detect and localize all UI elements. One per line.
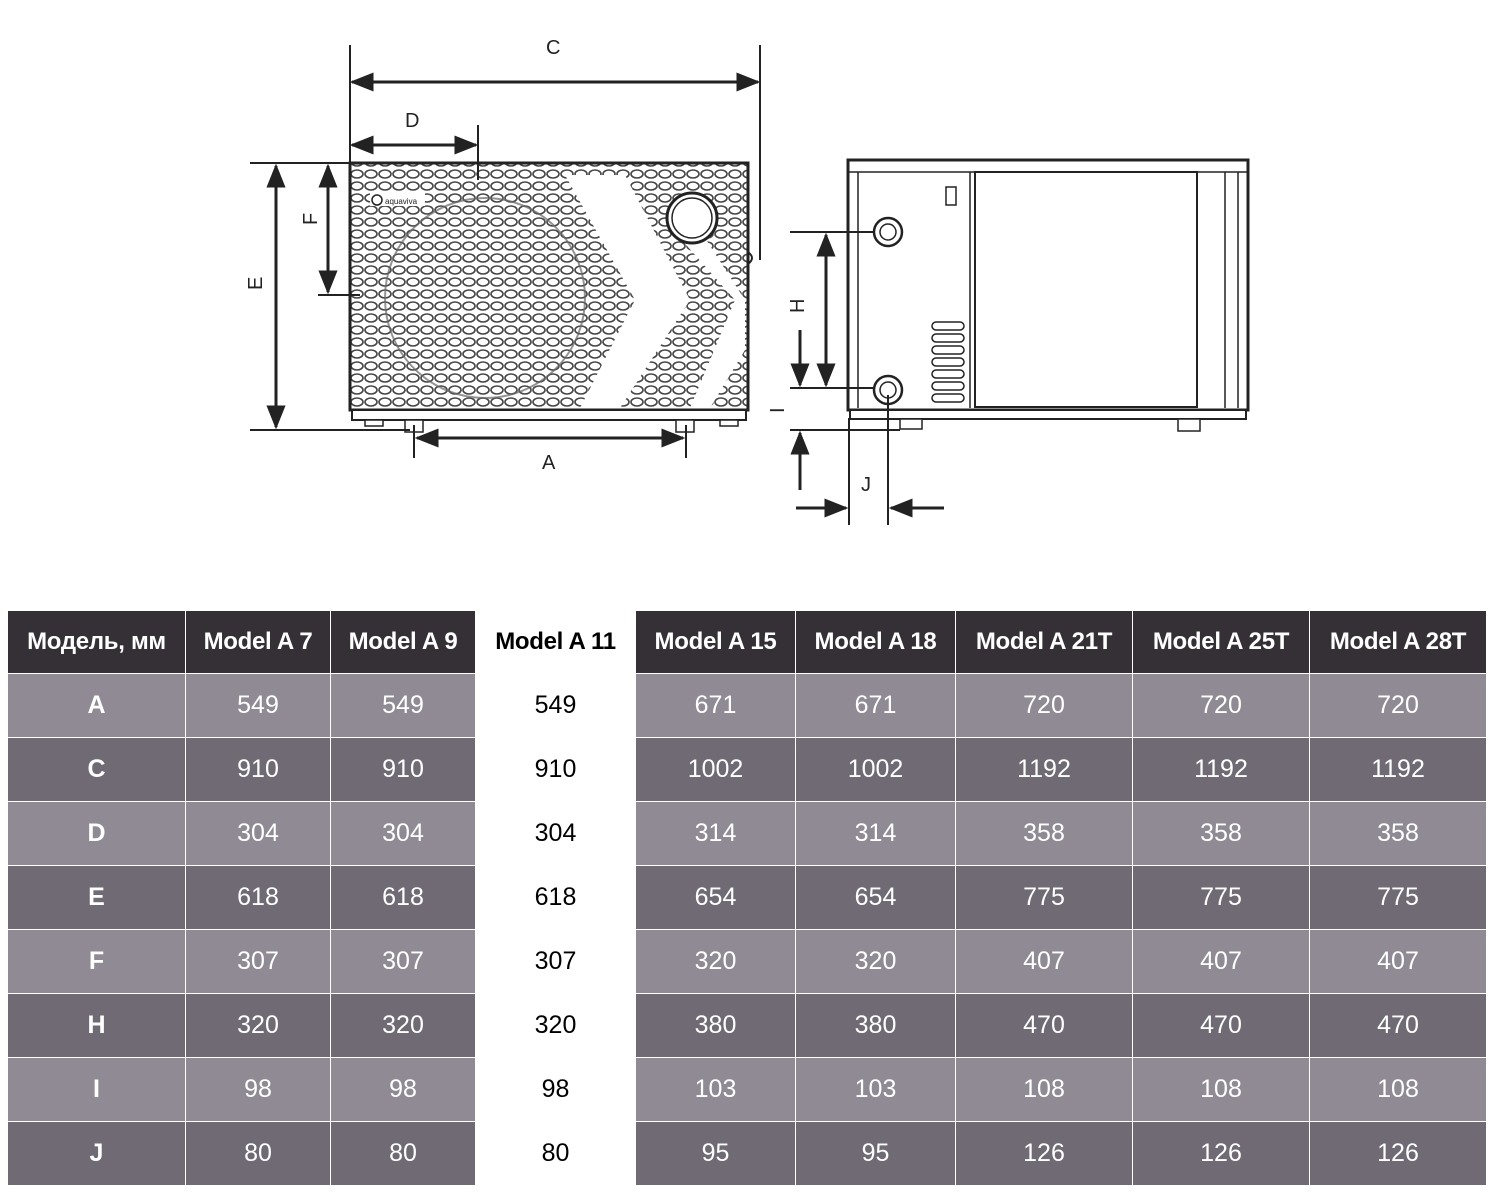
table-cell: 470 bbox=[956, 994, 1133, 1058]
row-label: F bbox=[8, 930, 186, 994]
table-cell: 671 bbox=[796, 674, 956, 738]
table-cell: 307 bbox=[476, 930, 636, 994]
table-cell: 1002 bbox=[796, 738, 956, 802]
table-cell: 775 bbox=[1310, 866, 1487, 930]
table-cell: 358 bbox=[1310, 802, 1487, 866]
header-cell: Model A 21T bbox=[956, 611, 1133, 674]
table-cell: 103 bbox=[796, 1058, 956, 1122]
table-cell: 1192 bbox=[956, 738, 1133, 802]
header-cell: Model A 7 bbox=[186, 611, 331, 674]
table-cell: 98 bbox=[331, 1058, 476, 1122]
table-cell: 1002 bbox=[636, 738, 796, 802]
table-header-row bbox=[8, 611, 1487, 674]
table-cell: 95 bbox=[796, 1122, 956, 1186]
table-cell: 108 bbox=[956, 1058, 1133, 1122]
table-cell: 108 bbox=[1133, 1058, 1310, 1122]
table-cell: 320 bbox=[186, 994, 331, 1058]
table-cell: 126 bbox=[956, 1122, 1133, 1186]
row-label: I bbox=[8, 1058, 186, 1122]
row-label: D bbox=[8, 802, 186, 866]
dimensions-table bbox=[7, 610, 1487, 1186]
table-cell: 618 bbox=[331, 866, 476, 930]
table-cell: 304 bbox=[186, 802, 331, 866]
dim-label-f: F bbox=[300, 212, 322, 225]
table-cell: 654 bbox=[636, 866, 796, 930]
table-cell: 95 bbox=[636, 1122, 796, 1186]
table-cell: 108 bbox=[1310, 1058, 1487, 1122]
table-cell: 358 bbox=[1133, 802, 1310, 866]
table-row bbox=[8, 1122, 1487, 1186]
table-cell: 320 bbox=[476, 994, 636, 1058]
dim-label-c: C bbox=[546, 37, 561, 59]
row-label: H bbox=[8, 994, 186, 1058]
table-cell: 380 bbox=[796, 994, 956, 1058]
table-cell: 720 bbox=[1310, 674, 1487, 738]
table-cell: 407 bbox=[1133, 930, 1310, 994]
table-row bbox=[8, 866, 1487, 930]
header-cell: Model A 25T bbox=[1133, 611, 1310, 674]
dim-label-e: E bbox=[245, 276, 267, 290]
table-cell: 775 bbox=[956, 866, 1133, 930]
dim-label-h: H bbox=[787, 298, 809, 313]
dim-label-d: D bbox=[405, 110, 420, 132]
table-cell: 549 bbox=[331, 674, 476, 738]
table-row bbox=[8, 1058, 1487, 1122]
table-cell: 618 bbox=[476, 866, 636, 930]
table-cell: 304 bbox=[331, 802, 476, 866]
dim-label-a: A bbox=[542, 452, 556, 474]
dim-label-j: J bbox=[861, 474, 871, 496]
table-cell: 910 bbox=[186, 738, 331, 802]
table-cell: 126 bbox=[1133, 1122, 1310, 1186]
header-cell: Model A 28T bbox=[1310, 611, 1487, 674]
dim-label-i: I bbox=[767, 407, 789, 413]
table-cell: 126 bbox=[1310, 1122, 1487, 1186]
side-view bbox=[848, 160, 1248, 431]
table-cell: 304 bbox=[476, 802, 636, 866]
table-cell: 618 bbox=[186, 866, 331, 930]
header-cell: Model A 9 bbox=[331, 611, 476, 674]
table-cell: 654 bbox=[796, 866, 956, 930]
table-cell: 80 bbox=[476, 1122, 636, 1186]
table-cell: 470 bbox=[1310, 994, 1487, 1058]
table-row bbox=[8, 930, 1487, 994]
table-cell: 98 bbox=[476, 1058, 636, 1122]
header-cell: Model A 11 bbox=[476, 611, 636, 674]
table-cell: 314 bbox=[796, 802, 956, 866]
row-label: J bbox=[8, 1122, 186, 1186]
header-cell: Model A 15 bbox=[636, 611, 796, 674]
header-cell: Модель, мм bbox=[8, 611, 186, 674]
front-view bbox=[350, 163, 752, 432]
dimension-drawing bbox=[0, 0, 1495, 560]
table-cell: 314 bbox=[636, 802, 796, 866]
header-cell: Model A 18 bbox=[796, 611, 956, 674]
table-cell: 910 bbox=[331, 738, 476, 802]
table-cell: 80 bbox=[331, 1122, 476, 1186]
table-cell: 549 bbox=[476, 674, 636, 738]
table-cell: 549 bbox=[186, 674, 331, 738]
table-cell: 720 bbox=[1133, 674, 1310, 738]
table-cell: 320 bbox=[636, 930, 796, 994]
table-cell: 380 bbox=[636, 994, 796, 1058]
table-cell: 103 bbox=[636, 1058, 796, 1122]
row-label: E bbox=[8, 866, 186, 930]
table-cell: 307 bbox=[186, 930, 331, 994]
table-cell: 80 bbox=[186, 1122, 331, 1186]
table-cell: 1192 bbox=[1310, 738, 1487, 802]
table-cell: 470 bbox=[1133, 994, 1310, 1058]
table-cell: 775 bbox=[1133, 866, 1310, 930]
row-label: C bbox=[8, 738, 186, 802]
table-cell: 320 bbox=[331, 994, 476, 1058]
table-row bbox=[8, 674, 1487, 738]
brand-logo-text: aquaviva bbox=[385, 197, 418, 206]
table-cell: 1192 bbox=[1133, 738, 1310, 802]
table-cell: 407 bbox=[1310, 930, 1487, 994]
table-cell: 358 bbox=[956, 802, 1133, 866]
table-row bbox=[8, 802, 1487, 866]
table-cell: 307 bbox=[331, 930, 476, 994]
table-cell: 720 bbox=[956, 674, 1133, 738]
table-cell: 98 bbox=[186, 1058, 331, 1122]
table-cell: 671 bbox=[636, 674, 796, 738]
table-cell: 407 bbox=[956, 930, 1133, 994]
table-row bbox=[8, 738, 1487, 802]
row-label: A bbox=[8, 674, 186, 738]
table-row bbox=[8, 994, 1487, 1058]
table-cell: 910 bbox=[476, 738, 636, 802]
table-cell: 320 bbox=[796, 930, 956, 994]
